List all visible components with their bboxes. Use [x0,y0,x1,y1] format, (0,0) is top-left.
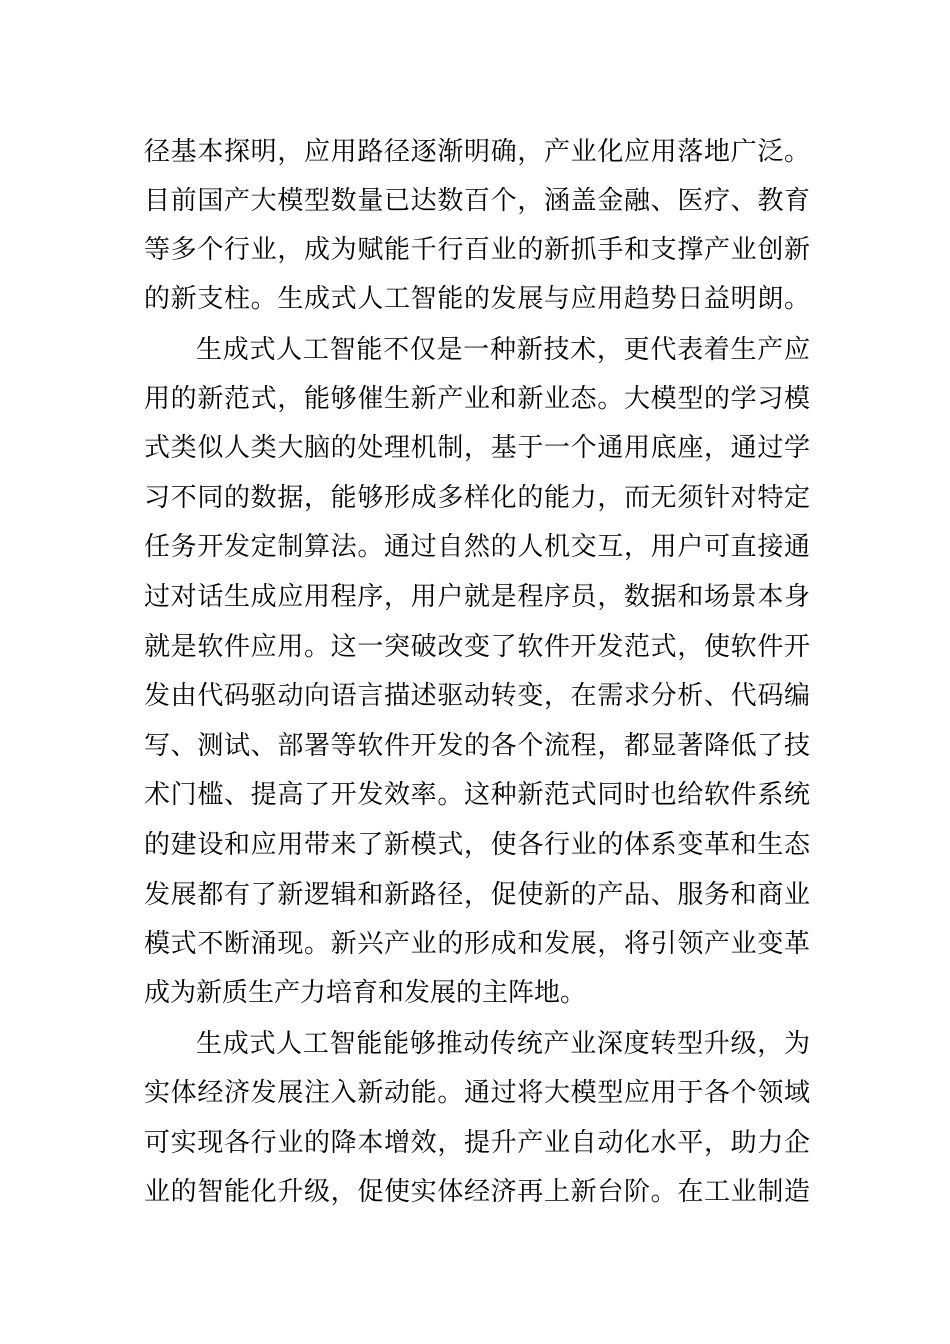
text-line: 径基本探明，应用路径逐渐明确，产业化应用落地广泛。 [144,137,810,167]
text-line: 发由代码驱动向语言描述驱动转变，在需求分析、代码编 [144,681,810,711]
paragraph-first-line: 生成式人工智能能够推动传统产业深度转型升级，为 [196,1029,810,1059]
paragraph-last-line: 成为新质生产力培育和发展的主阵地。 [144,978,587,1008]
text-line: 等多个行业，成为赋能千行百业的新抓手和支撑产业创新 [144,235,810,265]
text-line: 任务开发定制算法。通过自然的人机交互，用户可直接通 [144,532,810,562]
text-line: 写、测试、部署等软件开发的各个流程，都显著降低了技 [144,731,810,761]
text-line: 实体经济发展注入新动能。通过将大模型应用于各个领域 [144,1078,810,1108]
text-line: 的建设和应用带来了新模式，使各行业的体系变革和生态 [144,830,810,860]
text-line: 业的智能化升级，促使实体经济再上新台阶。在工业制造 [144,1177,810,1207]
text-line: 式类似人类大脑的处理机制，基于一个通用底座，通过学 [144,433,810,463]
paragraph-first-line: 生成式人工智能不仅是一种新技术，更代表着生产应 [196,335,810,365]
text-line: 模式不断涌现。新兴产业的形成和发展，将引领产业变革 [144,929,810,959]
text-line: 过对话生成应用程序，用户就是程序员，数据和场景本身 [144,582,810,612]
text-line: 发展都有了新逻辑和新路径，促使新的产品、服务和商业 [144,880,810,910]
text-line: 术门槛、提高了开发效率。这种新范式同时也给软件系统 [144,780,810,810]
text-line: 目前国产大模型数量已达数百个，涵盖金融、医疗、教育 [144,186,810,216]
text-line: 就是软件应用。这一突破改变了软件开发范式，使软件开 [144,632,810,662]
text-line: 用的新范式，能够催生新产业和新业态。大模型的学习模 [144,384,810,414]
text-line: 的新支柱。生成式人工智能的发展与应用趋势日益明朗。 [144,284,810,314]
text-line: 习不同的数据，能够形成多样化的能力，而无须针对特定 [144,483,810,513]
text-line: 可实现各行业的降本增效，提升产业自动化水平，助力企 [144,1128,810,1158]
